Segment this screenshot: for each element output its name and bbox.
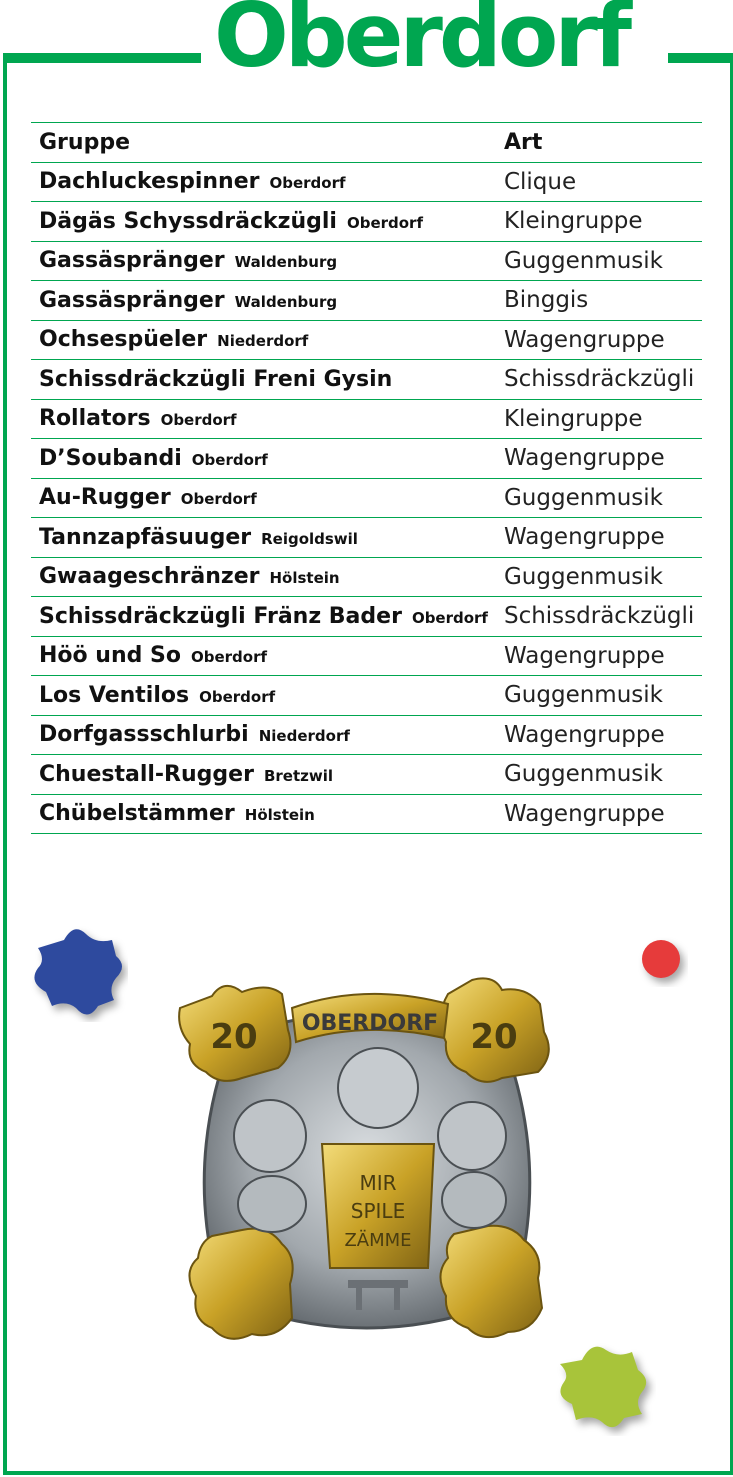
table-row	[31, 557, 702, 597]
group-art: Wagengruppe	[496, 439, 702, 479]
group-art: Guggenmusik	[496, 478, 702, 518]
group-place: Oberdorf	[191, 450, 268, 469]
group-art: Binggis	[496, 281, 702, 321]
group-place: Hölstein	[269, 569, 340, 588]
group-place: Oberdorf	[199, 687, 276, 706]
group-art: Wagengruppe	[496, 636, 702, 676]
group-cell	[31, 794, 496, 834]
group-place: Oberdorf	[180, 490, 257, 509]
group-cell	[31, 399, 496, 439]
group-name: Gassäspränger	[39, 248, 225, 274]
lime-confetti-icon	[552, 1340, 656, 1436]
group-art: Schissdräckzügli	[496, 597, 702, 637]
group-name: Schissdräckzügli Freni Gysin	[39, 366, 393, 392]
column-header-art: Art	[496, 123, 702, 163]
group-art: Wagengruppe	[496, 715, 702, 755]
group-name: Ochsespüeler	[39, 327, 208, 353]
group-place: Oberdorf	[160, 411, 237, 430]
group-place: Waldenburg	[234, 253, 338, 272]
badge-motto-3: ZÄMME	[344, 1230, 412, 1251]
badge-motto-2: SPILE	[350, 1199, 406, 1223]
group-cell	[31, 557, 496, 597]
table-row	[31, 399, 702, 439]
badge-motto-1: MIR	[359, 1171, 397, 1195]
table-row	[31, 320, 702, 360]
table-row	[31, 162, 702, 202]
group-place: Reigoldswil	[261, 529, 358, 548]
table-row	[31, 518, 702, 558]
table-row	[31, 241, 702, 281]
group-place: Hölstein	[244, 806, 315, 825]
badge-year-right: 20	[470, 1017, 518, 1057]
badge-banner: OBERDORF	[301, 1011, 439, 1036]
red-dot-icon	[638, 937, 688, 987]
group-cell	[31, 320, 496, 360]
group-art: Guggenmusik	[496, 676, 702, 716]
table-row	[31, 794, 702, 834]
group-art: Kleingruppe	[496, 399, 702, 439]
group-cell	[31, 241, 496, 281]
group-name: Dorfgassschlurbi	[39, 722, 249, 748]
group-art: Wagengruppe	[496, 794, 702, 834]
table-row	[31, 478, 702, 518]
group-name: Los Ventilos	[39, 682, 190, 708]
column-header-group: Gruppe	[31, 123, 496, 163]
group-place: Bretzwil	[263, 766, 333, 785]
group-name: Rollators	[39, 406, 151, 432]
group-cell	[31, 636, 496, 676]
group-place: Waldenburg	[234, 292, 338, 311]
groups-table	[31, 122, 702, 834]
group-cell	[31, 755, 496, 795]
table-row	[31, 636, 702, 676]
group-name: Chübelstämmer	[39, 801, 235, 827]
table-row	[31, 439, 702, 479]
group-name: D’Soubandi	[39, 445, 182, 471]
group-cell	[31, 676, 496, 716]
table-row	[31, 360, 702, 400]
group-cell	[31, 202, 496, 242]
page-title: Oberdorf	[214, 0, 629, 87]
blue-confetti-icon	[24, 922, 128, 1022]
group-name: Höö und So	[39, 643, 181, 669]
group-art: Clique	[496, 162, 702, 202]
group-place: Oberdorf	[269, 174, 346, 193]
group-place: Oberdorf	[411, 608, 488, 627]
group-name: Au-Rugger	[39, 485, 171, 511]
group-cell	[31, 478, 496, 518]
group-cell	[31, 162, 496, 202]
badge-year-left: 20	[210, 1017, 258, 1057]
group-name: Gwaageschränzer	[39, 564, 260, 590]
group-cell	[31, 518, 496, 558]
group-art: Kleingruppe	[496, 202, 702, 242]
group-place: Oberdorf	[346, 213, 423, 232]
group-art: Guggenmusik	[496, 557, 702, 597]
group-name: Chuestall-Rugger	[39, 761, 254, 787]
group-name: Schissdräckzügli Fränz Bader	[39, 603, 402, 629]
group-name: Dachluckespinner	[39, 169, 260, 195]
group-cell	[31, 439, 496, 479]
table-header-row	[31, 123, 702, 163]
table-row	[31, 755, 702, 795]
group-cell	[31, 597, 496, 637]
group-name: Gassäspränger	[39, 287, 225, 313]
group-art: Guggenmusik	[496, 755, 702, 795]
group-place: Niederdorf	[217, 332, 309, 351]
group-place: Niederdorf	[258, 727, 350, 746]
fasnacht-plakette-icon	[172, 968, 560, 1363]
table-row	[31, 202, 702, 242]
group-art: Wagengruppe	[496, 518, 702, 558]
table-row	[31, 597, 702, 637]
group-name: Dägäs Schyssdräckzügli	[39, 208, 337, 234]
table-row	[31, 715, 702, 755]
group-name: Tannzapfäsuuger	[39, 524, 252, 550]
group-art: Schissdräckzügli	[496, 360, 702, 400]
group-cell	[31, 360, 496, 400]
group-cell	[31, 281, 496, 321]
group-art: Wagengruppe	[496, 320, 702, 360]
group-place: Oberdorf	[191, 648, 268, 667]
group-cell	[31, 715, 496, 755]
table-row	[31, 281, 702, 321]
group-art: Guggenmusik	[496, 241, 702, 281]
table-row	[31, 676, 702, 716]
table-body	[31, 162, 702, 834]
